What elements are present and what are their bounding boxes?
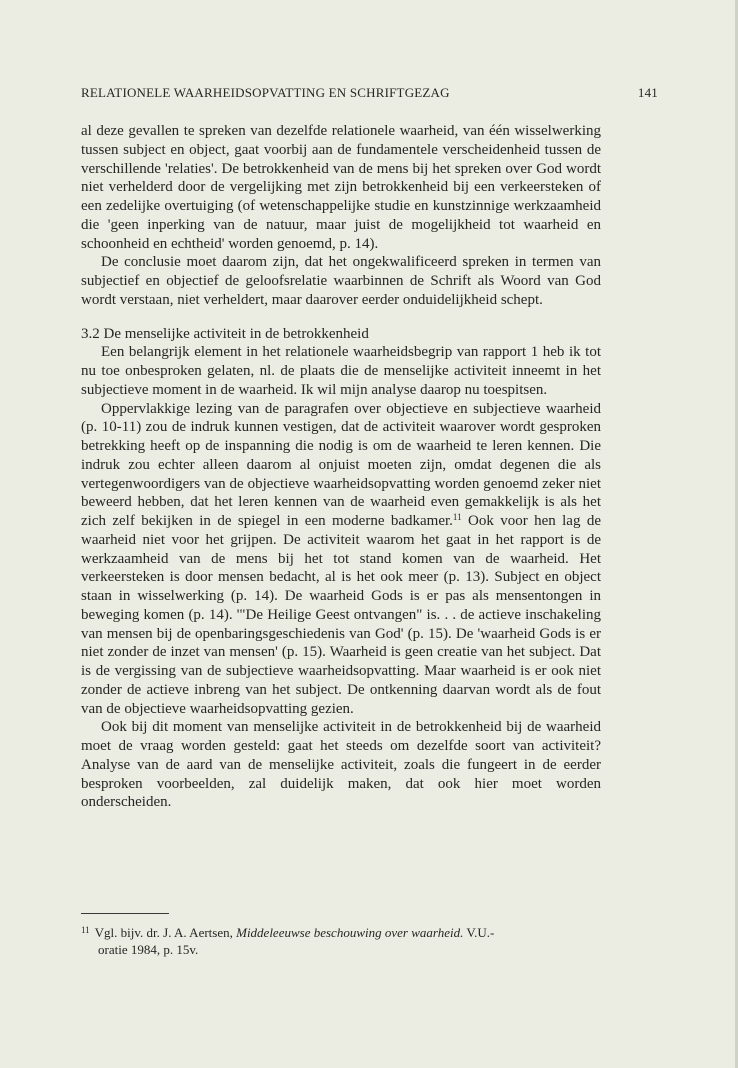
paragraph-4 [81,400,601,719]
footnote-text-end: V.U.- [466,925,495,940]
footnote-title: Middeleeuwse beschouwing over waarheid. [236,925,464,940]
body-text [81,122,601,812]
paragraph-3: Een belangrijk element in het relationele waarheidsbegrip van rapport 1 heb ik tot nu toe onbesproken gelaten, nl. de plaats die de menselijke activiteit inneemt in het subjectieve moment in de waarheid. Ik wil mijn analyse daarop nu toespitsen. [81,344,601,398]
footnote-reference[interactable]: 11 [452,512,462,522]
page-number: 141 [637,85,658,100]
running-header [81,77,658,99]
paragraph-4-text: Oppervlakkige lezing van de paragrafen over objectieve en subjectieve waarheid (p. 10-11) zou de indruk kunnen vestigen, dat de activiteit waarover wordt gesproken betrekking heeft op de inspanning die nodig is om de waarheid te leren kennen. Die indruk zou echter alleen daarom al onjuist moeten zijn, omdat degenen die als vertegenwoordigers van de objectieve waarheidsopvatting worden genoemd zeker niet beweerd hebben, dat het leren kennen van de waarheid even gemakkelijk is als het zich zelf bekijken in de spiegel in een moderne badkamer. [81,400,601,529]
footnote-mark: 11 [81,925,90,935]
paragraph-2: De conclusie moet daarom zijn, dat het ongekwalificeerd spreken in termen van subjectief en objectief de geloofsrelatie waarbinnen de Schrift als Woord van God wordt verstaan, niet verheldert, maar daarover eerder onduidelijkheid schept. [81,254,601,308]
paragraph-4-continuation: Ook voor hen lag de waarheid niet voor het grijpen. De activiteit waarom het gaat in het rapport is de werkzaamheid van de mens bij het tot stand komen van de waarheid. Het verkeersteken is door mensen bedacht, al is het ook meer (p. 13). Subject en object staan in wisselwerking (p. 14). De waarheid Gods is er pas als mensentongen in beweging komen (p. 14). '"De Heilige Geest ontvangen" is. . . de actieve inschakeling van mensen bij de openbaringsgeschiedenis van God' (p. 15). De 'waarheid Gods is er niet zonder de inzet van mensen' (p. 15). Waarheid is geen creatie van het subject. Dat is de vergissing van de subjectieve waarheidsopvatting. Maar waarheid is er ook niet zonder de actieve inbreng van het subject. De ontkenning daarvan wordt als de fout van de objectieve waarheidsopvatting gezien. [81,513,601,717]
paragraph-5: Ook bij dit moment van menselijke activiteit in de betrokkenheid bij de waarheid moet de vraag worden gesteld: gaat het steeds om dezelfde soort van activiteit? Analyse van de aard van de menselijke activiteit, zoals die fungeert in de eerder besproken voorbeelden, zal duidelijk maken, dat ook hier moet worden onderscheiden. [81,719,601,811]
section-heading: 3.2 De menselijke activiteit in de betrokkenheid [81,325,369,342]
paragraph-1: al deze gevallen te spreken van dezelfde relationele waarheid, van één wisselwerking tussen subject en object, gaat voorbij aan de fundamentele verscheidenheid tussen de verschillende 'relaties'. De betrokkenheid van de mens bij het spreken over God wordt niet verhelderd door de vergelijking met zijn betrokkenheid bij een verkeersteken of een zedelijke overtuiging (of wetenschappelijke studie en kunstzinnige werkzaamheid die 'geen inperking van de natuur, maar juist de mogelijkheid tot waarheid en schoonheid en echtheid' worden genoemd, p. 14). [81,123,601,252]
footnote [81,922,601,958]
running-title: RELATIONELE WAARHEIDSOPVATTING EN SCHRIFTGEZAG [81,85,450,100]
footnote-line-2: oratie 1984, p. 15v. [98,942,199,957]
footnote-text: Vgl. bijv. dr. J. A. Aertsen, [94,925,233,940]
footnote-divider [81,913,169,914]
